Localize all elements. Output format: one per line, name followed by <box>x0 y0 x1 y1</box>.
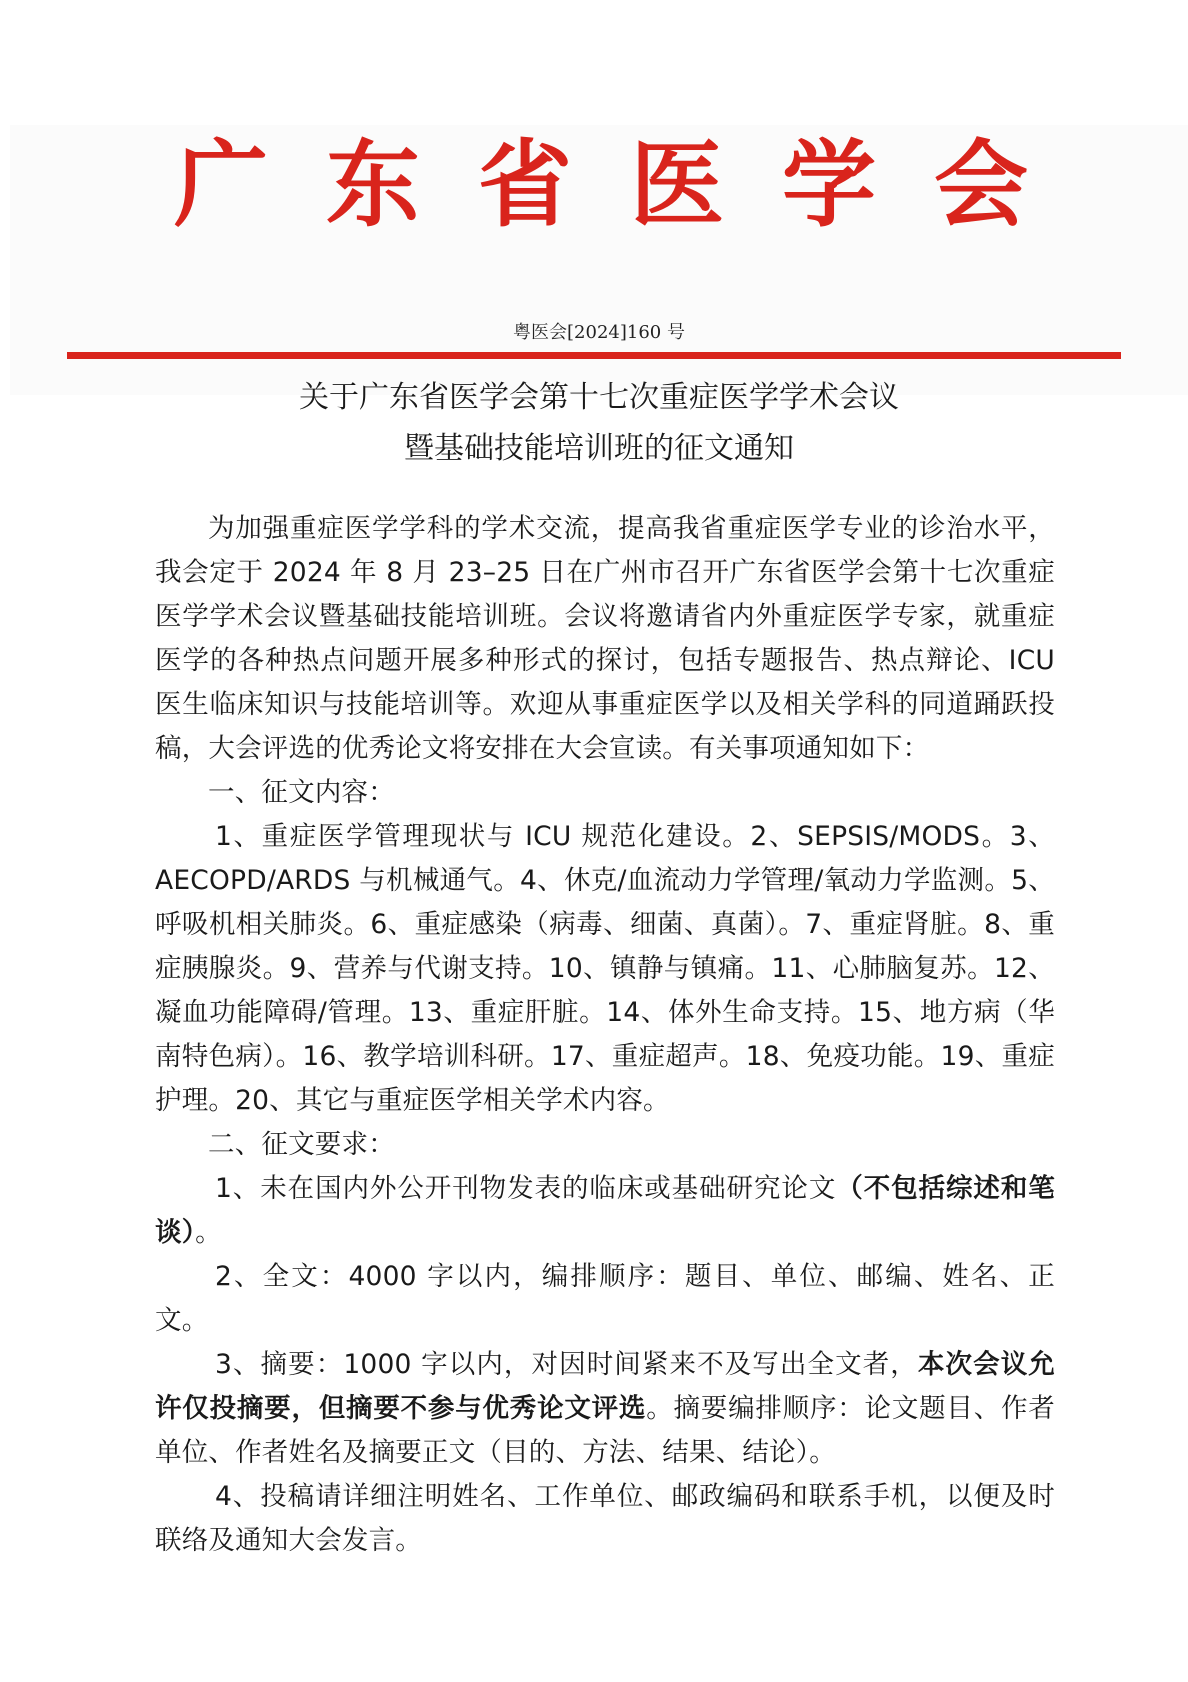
requirement-1-end: 。 <box>195 1217 222 1248</box>
intro-paragraph: 为加强重症医学学科的学术交流，提高我省重症医学专业的诊治水平，我会定于 2024 年 8 月 23–25 日在广州市召开广东省医学会第十七次重症医学学术会议暨基础技能培训班。会议将邀请省内外重症医学专家，就重症医学的各种热点问题开展多种形式的探讨，包括专题报告、热点辩论、ICU 医生临床知识与技能培训等。欢迎从事重症医学以及相关学科的同道踊跃投稿，大会评选的优秀论文将安排在大会宣读。有关事项通知如下： <box>155 513 1055 764</box>
notice-body <box>155 507 1055 1563</box>
requirement-1 <box>155 1167 1055 1255</box>
requirement-3-text-a: 3、摘要：1000 字以内，对因时间紧来不及写出全文者， <box>215 1349 918 1380</box>
section-heading-requirements: 二、征文要求： <box>208 1129 395 1160</box>
requirement-2: 2、全文：4000 字以内，编排顺序：题目、单位、邮编、姓名、正文。 <box>155 1261 1055 1336</box>
section-heading-content: 一、征文内容： <box>208 777 395 808</box>
org-name-char: 广 <box>173 130 268 240</box>
requirement-1-text: 1、未在国内外公开刊物发表的临床或基础研究论文 <box>215 1173 837 1204</box>
notice-title-line-1: 关于广东省医学会第十七次重症医学学术会议 <box>299 380 899 415</box>
requirement-3-bold: 本次会议允许仅投摘要，但摘要不参与优秀论文评选 <box>155 1349 1056 1424</box>
letterhead-org-name <box>0 130 1188 240</box>
requirement-3 <box>155 1343 1055 1475</box>
requirement-3-text-b: 。摘要编排顺序：论文题目、作者单位、作者姓名及摘要正文（目的、方法、结果、结论）。 <box>155 1393 1055 1468</box>
notice-title-line-2: 暨基础技能培训班的征文通知 <box>404 431 794 466</box>
org-name-char: 省 <box>477 130 572 240</box>
org-name-char: 学 <box>782 130 877 240</box>
org-name-char: 会 <box>934 130 1029 240</box>
red-divider-line <box>67 352 1121 359</box>
topics-paragraph: 1、重症医学管理现状与 ICU 规范化建设。2、SEPSIS/MODS。3、AECOPD/ARDS 与机械通气。4、休克/血流动力学管理/氧动力学监测。5、呼吸机相关肺炎。6、重症感染（病毒、细菌、真菌）。7、重症肾脏。8、重症胰腺炎。9、营养与代谢支持。10、镇静与镇痛。11、心肺脑复苏。12、凝血功能障碍/管理。13、重症肝脏。14、体外生命支持。15、地方病（华南特色病）。16、教学培训科研。17、重症超声。18、免疫功能。19、重症护理。20、其它与重症医学相关学术内容。 <box>155 821 1055 1116</box>
notice-title <box>0 372 1188 474</box>
requirement-1-bold: （不包括综述和笔谈） <box>155 1173 1055 1248</box>
requirement-4: 4、投稿请详细注明姓名、工作单位、邮政编码和联系手机，以便及时联络及通知大会发言。 <box>155 1481 1055 1556</box>
org-name-char: 东 <box>325 130 420 240</box>
org-name-char: 医 <box>630 130 725 240</box>
document-number: 粤医会[2024]160 号 <box>513 322 685 343</box>
